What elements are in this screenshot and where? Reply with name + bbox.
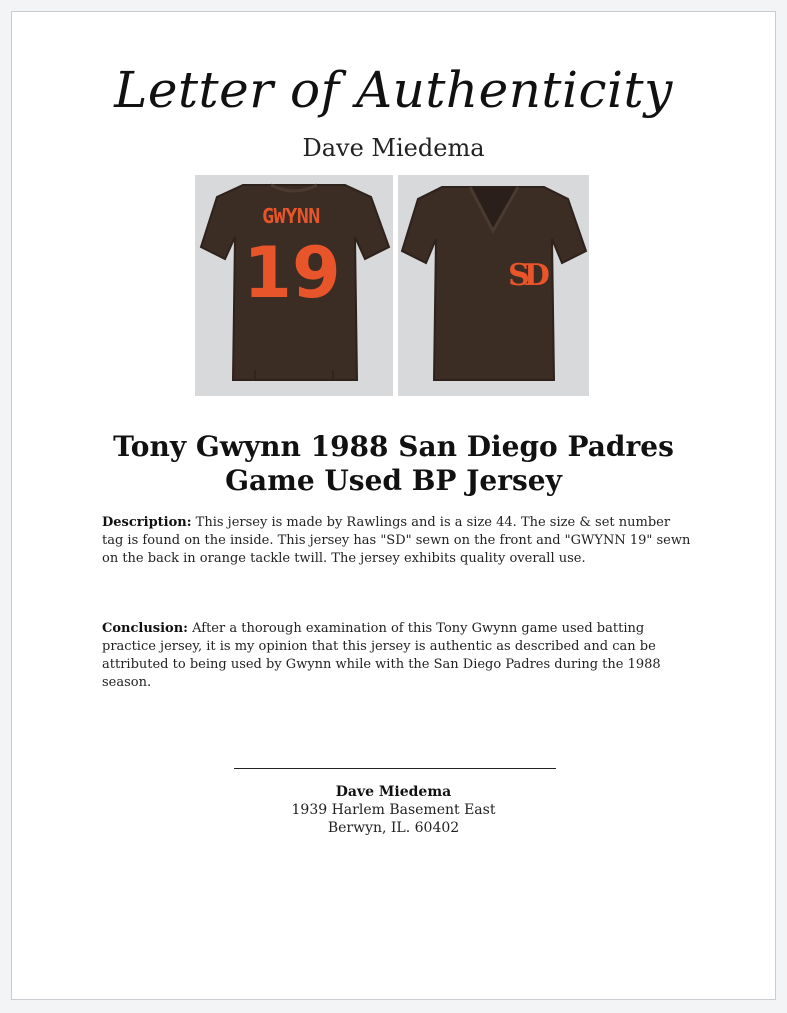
conclusion-paragraph [102, 620, 692, 692]
headline-line-1: Tony Gwynn 1988 San Diego Padres [113, 430, 674, 463]
jersey-front-logo: SD [508, 258, 544, 293]
jersey-front-illustration [398, 175, 589, 396]
item-headline [12, 430, 775, 498]
letter-title: Letter of Authenticity [114, 61, 673, 119]
signer-name: Dave Miedema [335, 784, 452, 800]
author-name: Dave Miedema [302, 134, 485, 162]
headline-line-2: Game Used BP Jersey [225, 464, 562, 497]
conclusion-label: Conclusion: [102, 621, 188, 636]
signature-line [234, 768, 556, 769]
conclusion-text: After a thorough examination of this Tony Gwynn game used batting practice jersey, it is my opinion that this jersey is authentic as described and can be attributed to being used by Gwynn while with the San Diego Padres during the 1988 season. [102, 621, 661, 690]
signature-block [12, 783, 775, 837]
description-text: This jersey is made by Rawlings and is a size 44. The size & set number tag is found on the inside. This jersey has "SD" sewn on the front and "GWYNN 19" sewn on the back in orange tackle twill. The jersey exhibits quality overall use. [102, 515, 691, 566]
jersey-front-photo [398, 175, 589, 396]
description-paragraph [102, 514, 692, 568]
address-line-1: 1939 Harlem Basement East [291, 802, 496, 818]
jersey-back-illustration [195, 175, 393, 396]
jersey-back-photo [195, 175, 393, 396]
jersey-back-name: GWYNN [262, 204, 320, 228]
jersey-back-number: 19 [243, 232, 341, 314]
letter-page [11, 11, 776, 1000]
description-label: Description: [102, 515, 192, 530]
address-line-2: Berwyn, IL. 60402 [327, 820, 460, 836]
